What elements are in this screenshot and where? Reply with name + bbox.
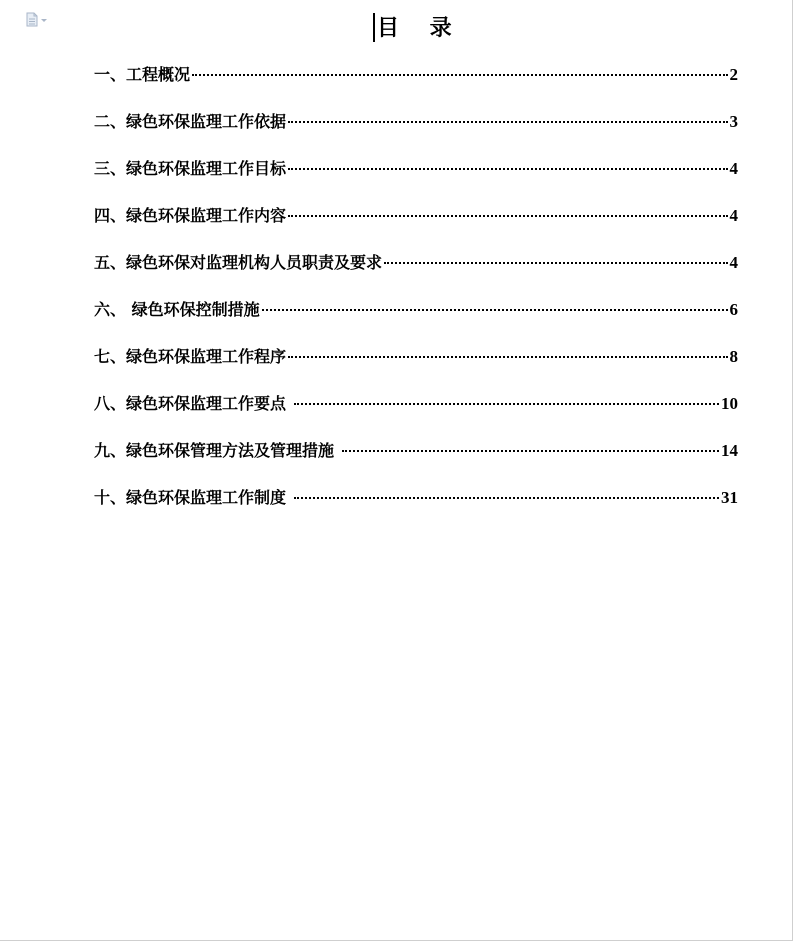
toc-entry-label: 一、工程概况 [94,65,191,84]
toc-entry-label: 四、绿色环保监理工作内容 [94,206,287,225]
toc-entry[interactable] [94,62,738,109]
toc-entry-page: 4 [729,206,738,225]
toc-dot-leader [294,403,719,405]
toc-entry-page: 4 [729,159,738,178]
toc-dot-leader [262,309,728,311]
document-icon [26,12,38,27]
toc-entry[interactable] [94,485,738,532]
toc-dot-leader [342,450,719,452]
toc-entry[interactable] [94,203,738,250]
toc-entry-page: 2 [729,65,738,84]
toc-entry-page: 14 [721,441,738,460]
table-of-contents [94,62,738,532]
toc-entry-label: 八、绿色环保监理工作要点 [94,394,292,413]
toc-entry-label: 二、绿色环保监理工作依据 [94,112,287,131]
toc-entry[interactable] [94,156,738,203]
page-title[interactable]: 目 录 [377,15,452,41]
toc-entry-page: 31 [721,488,738,507]
toc-entry-label: 六、 绿色环保控制措施 [94,300,260,319]
document-menu-button[interactable] [26,12,47,27]
toc-entry-label: 三、绿色环保监理工作目标 [94,159,287,178]
toc-entry-label: 五、绿色环保对监理机构人员职责及要求 [94,253,383,272]
toc-dot-leader [288,215,727,217]
toc-dot-leader [288,168,727,170]
chevron-down-icon [41,19,47,22]
toc-entry-label: 九、绿色环保管理方法及管理措施 [94,441,340,460]
toc-entry-page: 10 [721,394,738,413]
toc-entry[interactable] [94,344,738,391]
toc-dot-leader [294,497,719,499]
toc-entry[interactable] [94,438,738,485]
toc-entry-page: 8 [729,347,738,366]
toc-entry-label: 十、绿色环保监理工作制度 [94,488,292,507]
toc-entry[interactable] [94,109,738,156]
toc-entry[interactable] [94,391,738,438]
toc-dot-leader [288,121,727,123]
toc-entry[interactable] [94,250,738,297]
toc-entry-page: 6 [729,300,738,319]
toc-entry-page: 3 [729,112,738,131]
toc-dot-leader [288,356,727,358]
toc-dot-leader [384,262,727,264]
toc-dot-leader [192,74,727,76]
text-cursor [373,13,375,42]
toc-entry-page: 4 [729,253,738,272]
toc-entry-label: 七、绿色环保监理工作程序 [94,347,287,366]
toc-entry[interactable] [94,297,738,344]
